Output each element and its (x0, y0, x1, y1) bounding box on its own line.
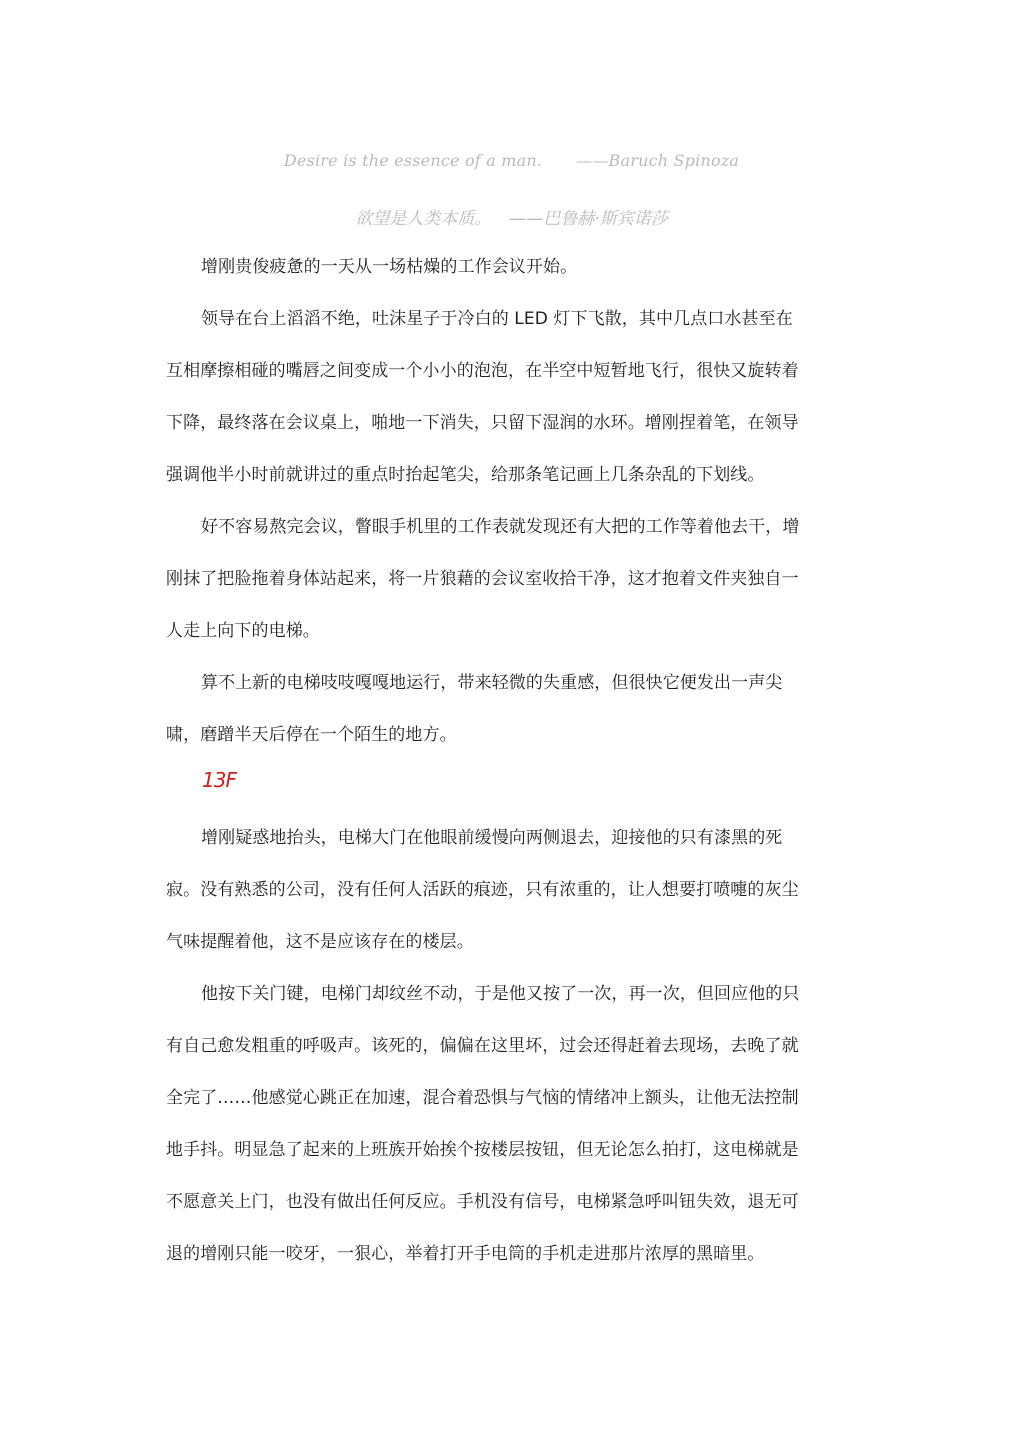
paragraph-line: 刚抹了把脸拖着身体站起来，将一片狼藉的会议室收拾干净，这才抱着文件夹独自一 (166, 569, 799, 589)
paragraph-5 (166, 812, 846, 968)
epigraph-chinese-author: ——巴鲁赫·斯宾诺莎 (509, 209, 668, 229)
paragraph-line: 强调他半小时前就讲过的重点时抬起笔尖，给那条笔记画上几条杂乱的下划线。 (166, 465, 765, 485)
paragraph-line: 人走上向下的电梯。 (166, 621, 320, 641)
paragraph-line: 互相摩擦相碰的嘴唇之间变成一个小小的泡泡，在半空中短暂地飞行，很快又旋转着 (166, 361, 799, 381)
epigraph-chinese-quote: 欲望是人类本质。 (355, 209, 492, 229)
paragraph-line: 增刚贵俊疲惫的一天从一场枯燥的工作会议开始。 (201, 257, 578, 277)
paragraph-line: 全完了……他感觉心跳正在加速，混合着恐惧与气恼的情绪冲上额头，让他无法控制 (166, 1088, 799, 1108)
paragraph-line: 退的增刚只能一咬牙，一狠心，举着打开手电筒的手机走进那片浓厚的黑暗里。 (166, 1244, 765, 1264)
paragraph-line: 啸，磨蹭半天后停在一个陌生的地方。 (166, 725, 457, 745)
paragraph-1 (166, 241, 846, 293)
paragraph-line: 好不容易熬完会议，瞥眼手机里的工作表就发现还有大把的工作等着他去干，增 (201, 517, 800, 537)
paragraph-line: 有自己愈发粗重的呼吸声。该死的，偏偏在这里坏，过会还得赶着去现场，去晚了就 (166, 1036, 799, 1056)
paragraph-line: 增刚疑惑地抬头，电梯大门在他眼前缓慢向两侧退去，迎接他的只有漆黑的死 (201, 828, 783, 848)
paragraph-line: 领导在台上滔滔不绝，吐沫星子于冷白的 LED 灯下飞散，其中几点口水甚至在 (201, 309, 793, 329)
floor-marker: 13F (202, 768, 236, 792)
paragraph-3 (166, 501, 846, 657)
paragraph-2 (166, 293, 846, 501)
epigraph-english (0, 151, 1023, 170)
epigraph-english-author: ——Baruch Spinoza (576, 151, 740, 170)
paragraph-line: 寂。没有熟悉的公司，没有任何人活跃的痕迹，只有浓重的，让人想要打喷嚏的灰尘 (166, 880, 799, 900)
paragraph-line: 不愿意关上门，也没有做出任何反应。手机没有信号，电梯紧急呼叫钮失效，退无可 (166, 1192, 799, 1212)
epigraph-english-quote: Desire is the essence of a man. (283, 151, 543, 170)
paragraph-6 (166, 968, 846, 1280)
epigraph-chinese (0, 204, 1023, 229)
paragraph-line: 他按下关门键，电梯门却纹丝不动，于是他又按了一次，再一次，但回应他的只 (201, 984, 800, 1004)
paragraph-line: 地手抖。明显急了起来的上班族开始挨个按楼层按钮，但无论怎么拍打，这电梯就是 (166, 1140, 799, 1160)
paragraph-line: 算不上新的电梯吱吱嘎嘎地运行，带来轻微的失重感，但很快它便发出一声尖 (201, 673, 783, 693)
paragraph-line: 气味提醒着他，这不是应该存在的楼层。 (166, 932, 474, 952)
paragraph-4 (166, 657, 846, 761)
paragraph-line: 下降，最终落在会议桌上，啪地一下消失，只留下湿润的水环。增刚捏着笔，在领导 (166, 413, 799, 433)
